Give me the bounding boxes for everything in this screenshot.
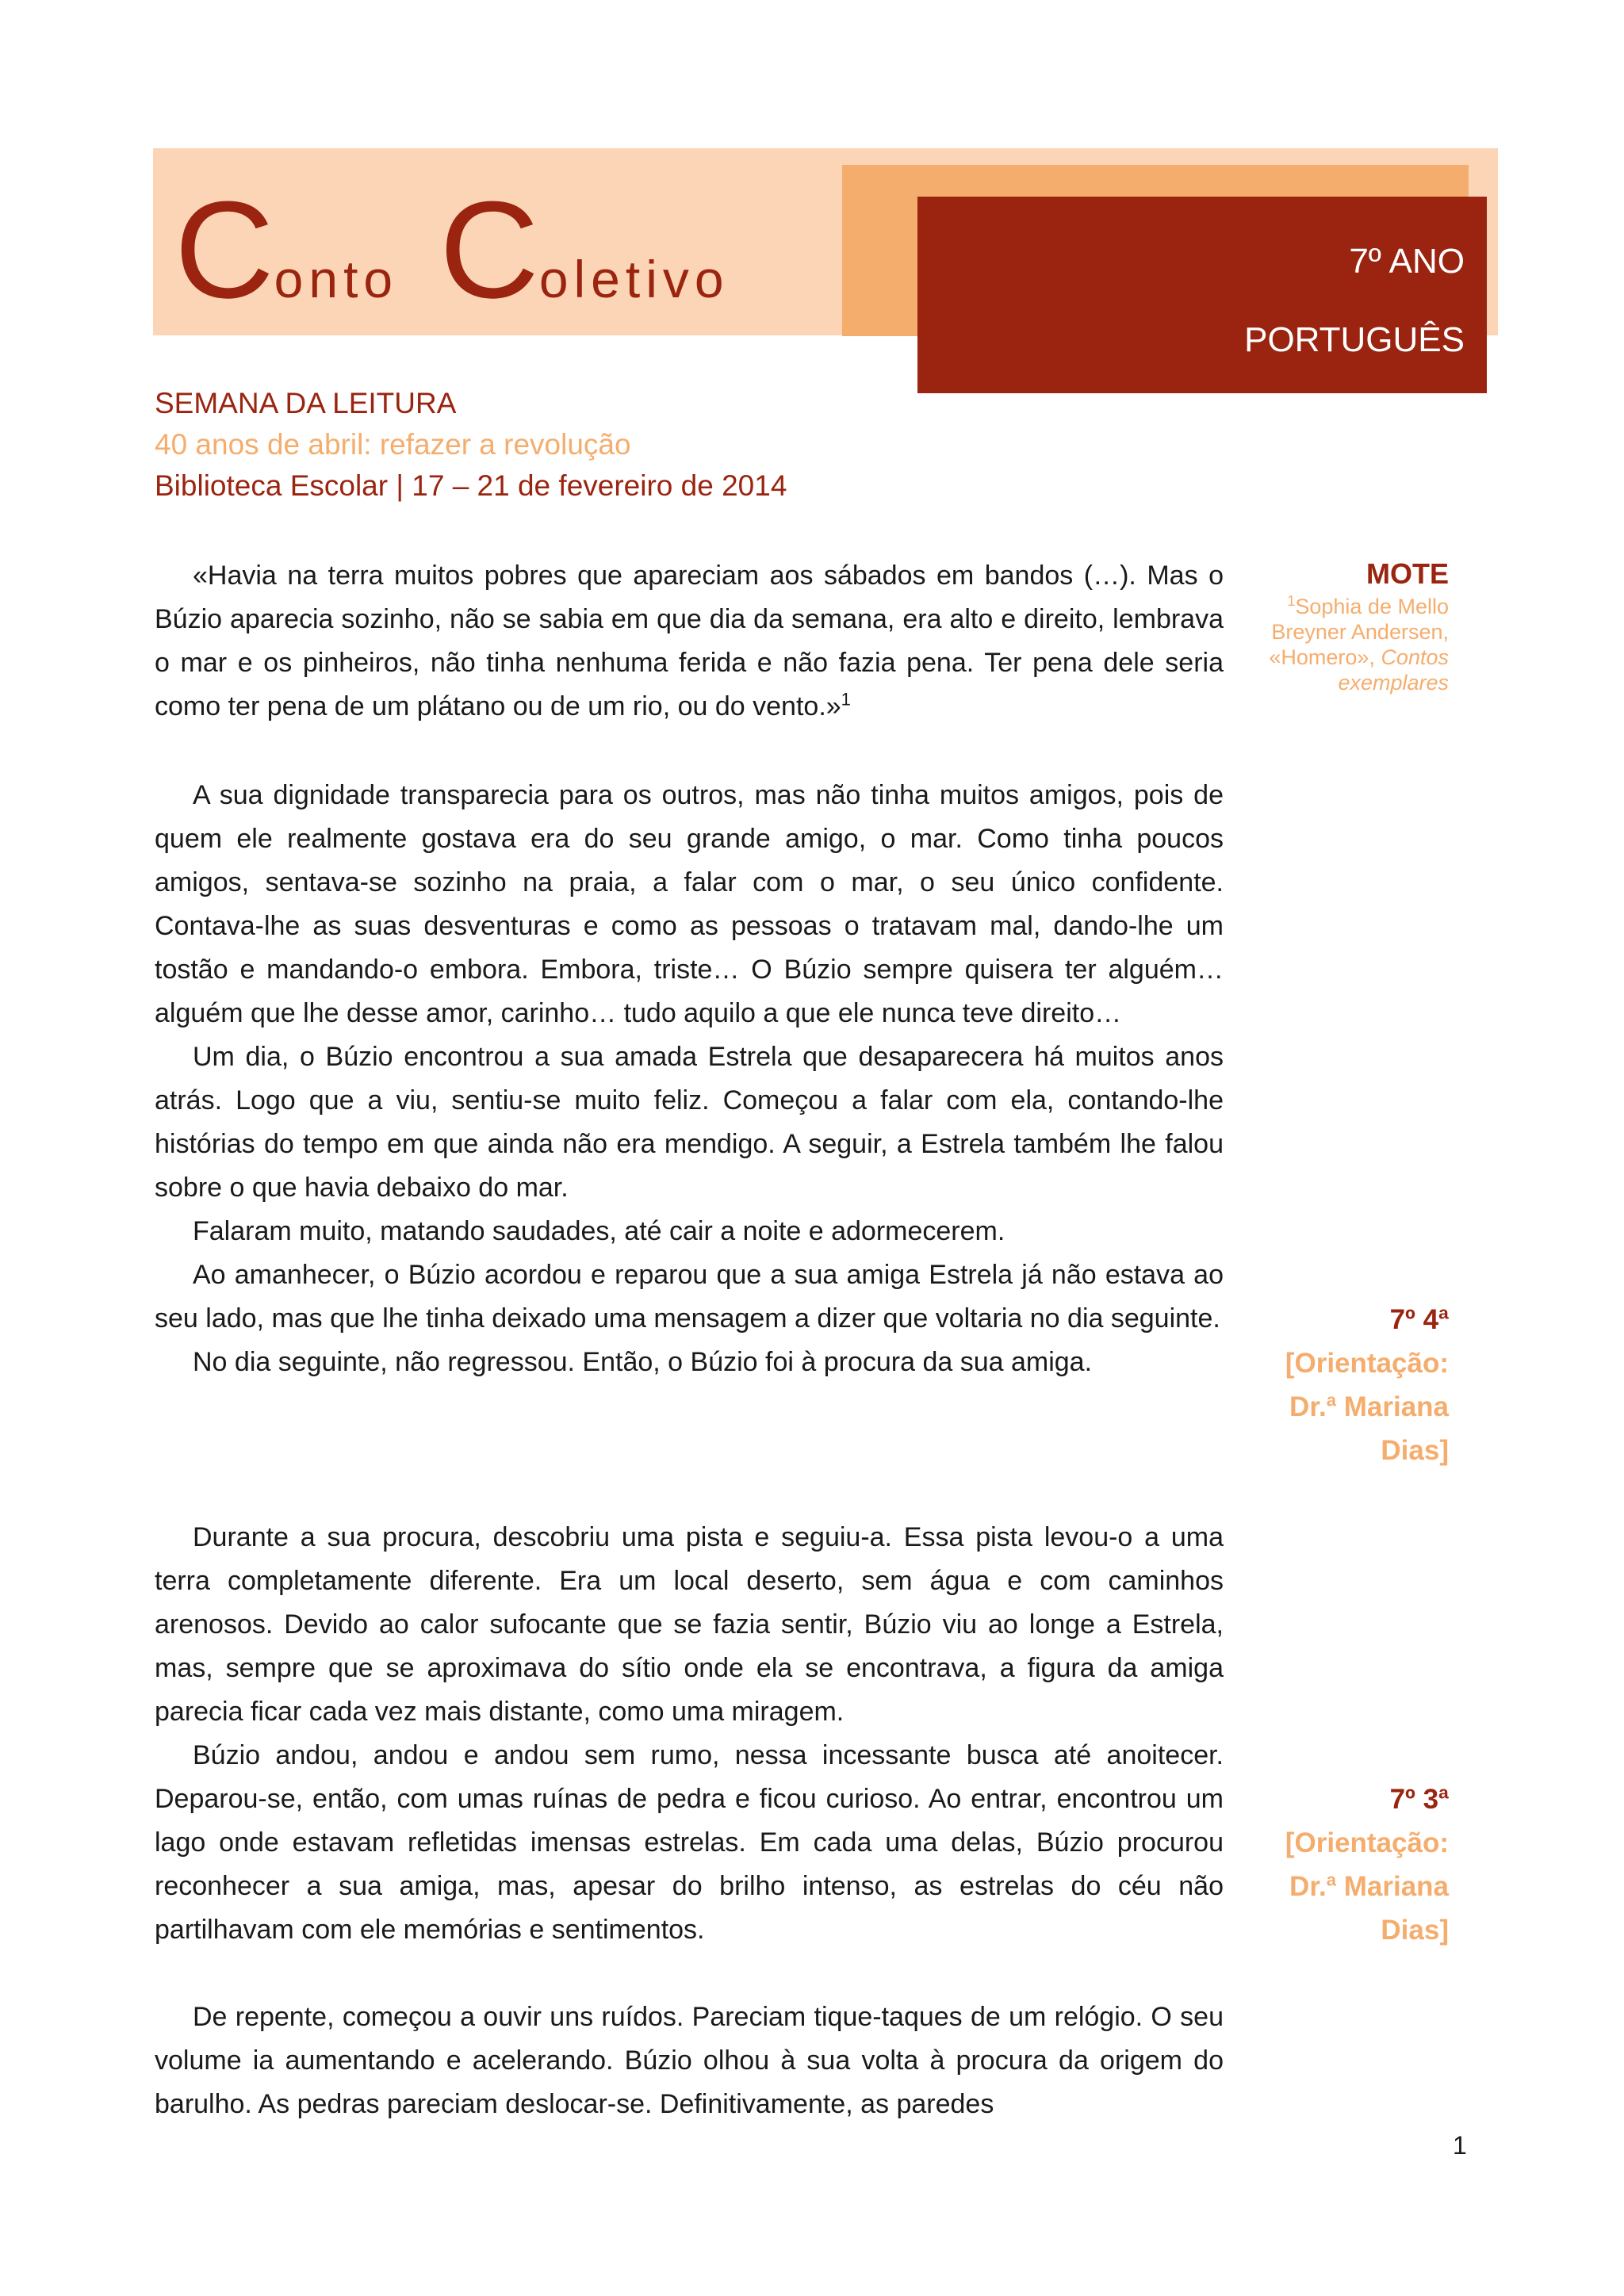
- event-info: [155, 383, 787, 507]
- story-paragraph: Ao amanhecer, o Búzio acordou e reparou que a sua amiga Estrela já não estava ao seu lado, mas que lhe tinha deixado uma mensagem a dizer que voltaria no dia seguinte.: [155, 1260, 1224, 1334]
- story-paragraph: Durante a sua procura, descobriu uma pista e seguiu-a. Essa pista levou-o a uma terra completamente diferente. Era um local deserto, sem água e com caminhos arenosos. Devido ao calor sufocante que se fazia sentir, Búzio viu ao longe a Estrela, mas, sempre que se aproximava do sítio onde ela se encontrava, a figura da amiga parecia ficar cada vez mais distante, como uma miragem.: [155, 1522, 1224, 1727]
- footnote-mark: 1: [841, 689, 851, 710]
- page-number: 1: [1453, 2131, 1467, 2160]
- class-note-1: [1285, 1298, 1449, 1472]
- mote-source: $^1$Sophia de Mello Breyner Andersen, «Homero», Contos exemplares: [1269, 593, 1449, 695]
- quote-block: [155, 554, 1224, 729]
- title-initial-2: C: [439, 172, 539, 327]
- story-section-2: [155, 1516, 1224, 1952]
- story-paragraph: A sua dignidade transparecia para os outros, mas não tinha muitos amigos, pois de quem ele realmente gostava era do seu grande amigo, o mar. Como tinha poucos amigos, sentava-se sozinho na praia, a falar com o mar, o seu único confidente. Contava-lhe as suas desventuras e como as pessoas o tratavam mal, dando-lhe um tostão e mandando-o embora. Embora, triste… O Búzio sempre quisera ter alguém… alguém que lhe desse amor, carinho… tudo aquilo a que ele nunca teve direito…: [155, 780, 1224, 1028]
- orientation-note: [Orientação: Dr.$^a$ Mariana Dias]: [1285, 1348, 1449, 1466]
- document-title: [174, 172, 730, 327]
- mote-title: MOTE: [1366, 557, 1449, 590]
- title-initial-1: C: [174, 172, 274, 327]
- grade-label: 7º ANO: [1349, 242, 1465, 281]
- story-section-1: [155, 774, 1224, 1384]
- class-label: 7º 4ª: [1389, 1304, 1449, 1335]
- event-name: SEMANA DA LEITURA: [155, 387, 457, 419]
- story-paragraph: Falaram muito, matando saudades, até cair a noite e adormecerem.: [193, 1216, 1005, 1246]
- story-paragraph: No dia seguinte, não regressou. Então, o Búzio foi à procura da sua amiga.: [193, 1347, 1093, 1377]
- orientation-note: [Orientação: Dr.$^a$ Mariana Dias]: [1285, 1827, 1449, 1946]
- title-rest-2: oletivo: [538, 250, 730, 308]
- event-theme: 40 anos de abril: refazer a revolução: [155, 428, 631, 461]
- header-label-block: [917, 197, 1487, 393]
- class-label: 7º 3ª: [1389, 1784, 1449, 1815]
- subject-label: PORTUGUÊS: [1244, 320, 1465, 359]
- quote-paragraph: «Havia na terra muitos pobres que apareciam aos sábados em bandos (…). Mas o Búzio aparecia sozinho, não se sabia em que dia da semana, era alto e direito, lembrava o mar e os pinheiros, não tinha nenhuma ferida e não fazia pena. Ter pena dele seria como ter pena de um plátano ou de um rio, ou do vento.»$^1$: [155, 561, 1224, 721]
- story-section-3: [155, 1996, 1224, 2126]
- story-paragraph: De repente, começou a ouvir uns ruídos. Pareciam tique-taques de um relógio. O seu volume ia aumentando e acelerando. Búzio olhou à sua volta à procura da origem do barulho. As pedras pareciam deslocar-se. Definitivamente, as paredes: [155, 2002, 1224, 2119]
- title-rest-1: onto: [274, 250, 399, 308]
- class-note-2: [1285, 1777, 1449, 1952]
- story-paragraph: Um dia, o Búzio encontrou a sua amada Estrela que desaparecera há muitos anos atrás. Logo que a viu, sentiu-se muito feliz. Começou a falar com ela, contando-lhe histórias do tempo em que ainda não era mendigo. A seguir, a Estrela também lhe falou sobre o que havia debaixo do mar.: [155, 1042, 1224, 1203]
- story-paragraph: Búzio andou, andou e andou sem rumo, nessa incessante busca até anoitecer. Deparou-se, então, com umas ruínas de pedra e ficou curioso. Ao entrar, encontrou um lago onde estavam refletidas imensas estrelas. Em cada uma delas, Búzio procurou reconhecer a sua amiga, mas, apesar do brilho intenso, as estrelas do céu não partilhavam com ele memórias e sentimentos.: [155, 1740, 1224, 1945]
- mote-note: [1269, 557, 1449, 695]
- event-place-date: Biblioteca Escolar | 17 – 21 de fevereiro de 2014: [155, 469, 787, 502]
